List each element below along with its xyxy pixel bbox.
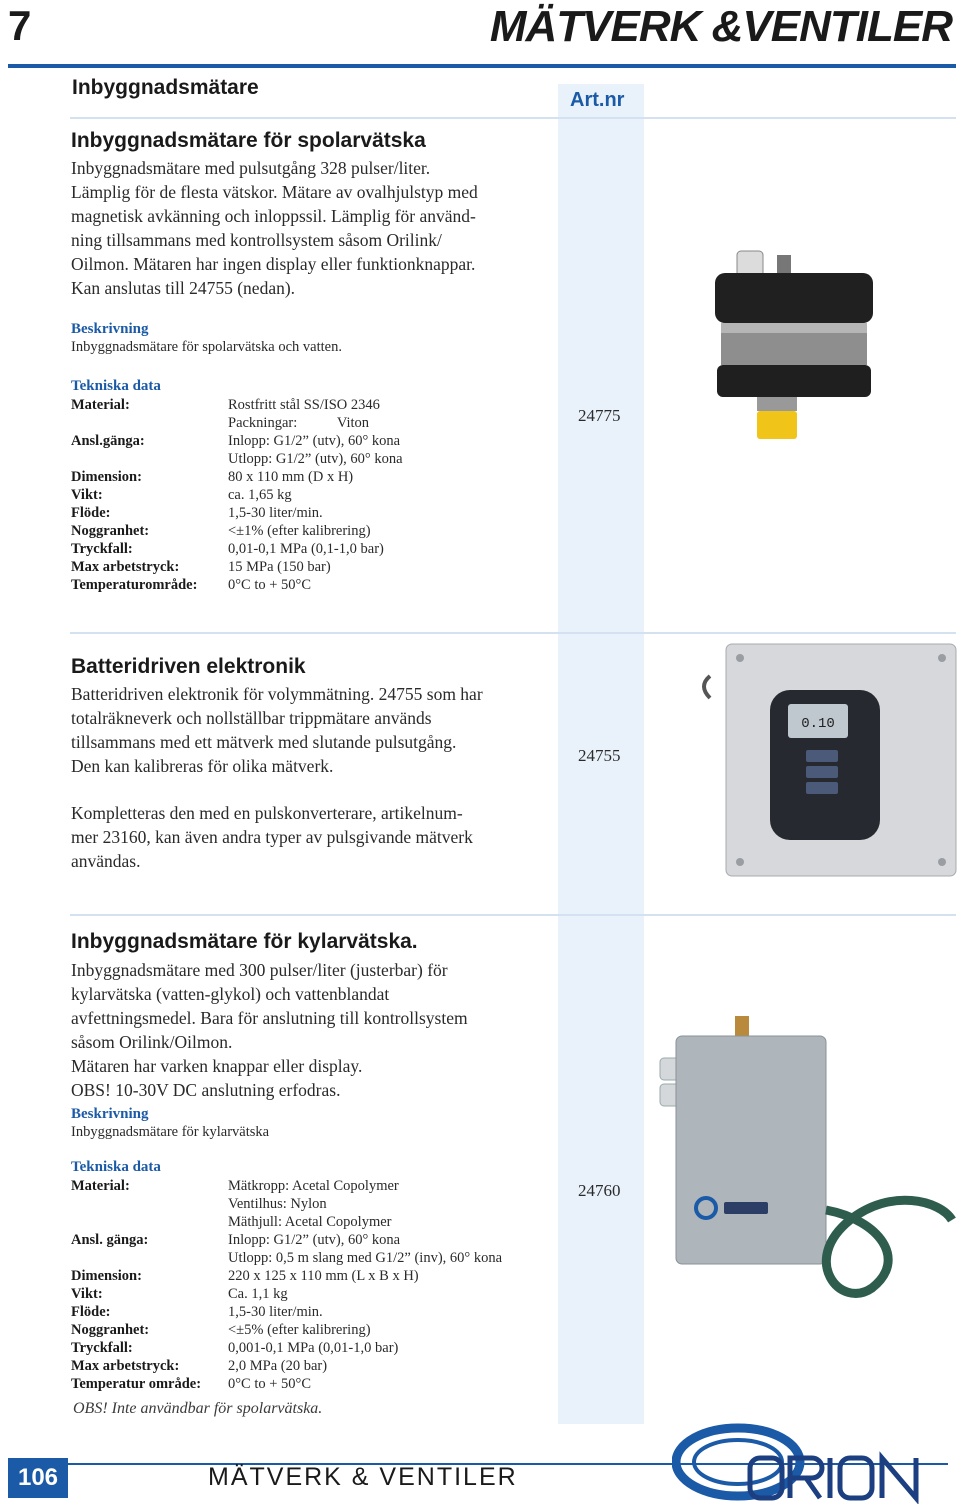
spec-key: Tryckfall: — [71, 1340, 133, 1356]
outlet-thread — [757, 397, 797, 411]
description-line: såsom Orilink/Oilmon. — [71, 1032, 233, 1052]
chapter-title: MÄTVERK &VENTILER — [489, 2, 952, 51]
chapter-number: 7 — [8, 2, 31, 49]
divider — [70, 914, 956, 916]
logo-swoosh-inner — [694, 1440, 782, 1484]
product-title-batteridriven: Batteridriven elektronik — [71, 655, 306, 678]
spec-value: 1,5-30 liter/min. — [228, 1304, 323, 1320]
label-plate — [724, 1202, 768, 1214]
inline-meter-image — [715, 243, 875, 448]
section-label: Inbyggnadsmätare — [72, 76, 259, 99]
counter-button — [806, 782, 838, 794]
product-description — [71, 682, 561, 778]
outlet-cap — [757, 411, 797, 439]
tech-data-label: Tekniska data — [71, 378, 161, 394]
description-line: totalräkneverk och nollställbar trippmätare används — [71, 708, 432, 728]
description-line: kylarvätska (vatten-glykol) och vattenblandat — [71, 984, 390, 1004]
spec-key: Noggranhet: — [71, 523, 150, 539]
extra-line: användas. — [71, 851, 141, 871]
description-line: Batteridriven elektronik för volymmätning. 24755 som har — [71, 684, 483, 704]
meter-enclosure — [676, 1036, 826, 1264]
spec-key: Material: — [71, 397, 130, 413]
spec-value: 0,001-0,1 MPa (0,01-1,0 bar) — [228, 1340, 399, 1356]
product-extra — [71, 801, 561, 873]
spec-key: Tryckfall: — [71, 541, 133, 557]
cable — [704, 676, 710, 698]
spec-value: Inlopp: G1/2” (utv), 60° kona — [228, 1232, 401, 1248]
footer-title: MÄTVERK & VENTILER — [208, 1463, 518, 1491]
product-title-spolarvatska: Inbyggnadsmätare för spolarvätska — [71, 129, 426, 152]
spec-value: <±1% (efter kalibrering) — [228, 523, 371, 539]
spec-value: Rostfritt stål SS/ISO 2346 — [228, 397, 380, 413]
spec-value: ca. 1,65 kg — [228, 487, 292, 503]
screw — [736, 654, 744, 662]
description-line: Inbyggnadsmätare med pulsutgång 328 pulser/liter. — [71, 158, 431, 178]
spec-value: Ca. 1,1 kg — [228, 1286, 288, 1302]
spec-value: Inlopp: G1/2” (utv), 60° kona — [228, 433, 401, 449]
art-number: 24775 — [578, 406, 621, 425]
product-description — [71, 156, 561, 300]
orion-logo — [672, 1420, 958, 1504]
divider — [70, 632, 956, 634]
beskrivning-label: Beskrivning — [71, 1106, 149, 1122]
spec-value: 220 x 125 x 110 mm (L x B x H) — [228, 1268, 419, 1284]
spec-value: 80 x 110 mm (D x H) — [228, 469, 354, 485]
description-line: ning tillsammans med kontrollsystem såsom Orilink/ — [71, 230, 442, 250]
spec-key: Material: — [71, 1178, 130, 1194]
meter-highlight — [721, 323, 867, 333]
spec-value: 1,5-30 liter/min. — [228, 505, 323, 521]
art-number: 24760 — [578, 1181, 621, 1200]
spec-key: Flöde: — [71, 1304, 111, 1320]
description-line: Oilmon. Mätaren har ingen display eller funktionknappar. — [71, 254, 476, 274]
description-line: Den kan kalibreras för olika mätverk. — [71, 756, 334, 776]
screw — [938, 858, 946, 866]
coolant-meter-image — [640, 1010, 958, 1300]
spec-key: Ansl.gänga: — [71, 433, 145, 449]
spec-key: Ansl. gänga: — [71, 1232, 149, 1248]
extra-line: Kompletteras den med en pulskonverterare, artikelnum- — [71, 803, 463, 823]
description-line: Inbyggnadsmätare med 300 pulser/liter (justerbar) för — [71, 960, 448, 980]
spec-key: Noggranhet: — [71, 1322, 150, 1338]
spec-key: Temperaturområde: — [71, 577, 198, 593]
product-description — [71, 958, 561, 1102]
divider — [70, 117, 956, 119]
usage-note: OBS! Inte användbar för spolarvätska. — [73, 1400, 323, 1417]
spec-key: Vikt: — [71, 1286, 103, 1302]
hose — [826, 1200, 952, 1293]
beskrivning-text: Inbyggnadsmätare för spolarvätska och vatten. — [71, 339, 342, 355]
spec-value: 2,0 MPa (20 bar) — [228, 1358, 328, 1374]
spec-key: Dimension: — [71, 469, 142, 485]
spec-key: Temperatur område: — [71, 1376, 202, 1392]
spec-value: <±5% (efter kalibrering) — [228, 1322, 371, 1338]
spec-key: Flöde: — [71, 505, 111, 521]
spec-value: Mätkropp: Acetal Copolymer — [228, 1178, 399, 1194]
extra-line: mer 23160, kan även andra typer av pulsgivande mätverk — [71, 827, 473, 847]
art-number: 24755 — [578, 746, 621, 765]
spec-key: Vikt: — [71, 487, 103, 503]
description-line: Lämplig för de flesta vätskor. Mätare av ovalhjulstyp med — [71, 182, 478, 202]
electronics-box-image — [700, 640, 960, 880]
meter-top — [715, 273, 873, 323]
description-line: OBS! 10-30V DC anslutning erfodras. — [71, 1080, 341, 1100]
spec-value: 0°C to + 50°C — [228, 577, 312, 593]
spec-value: Ventilhus: Nylon — [228, 1196, 327, 1212]
spec-value: 0°C to + 50°C — [228, 1376, 312, 1392]
beskrivning-text: Inbyggnadsmätare för kylarvätska — [71, 1124, 270, 1140]
spec-key: Max arbetstryck: — [71, 559, 180, 575]
spec-value: 15 MPa (150 bar) — [228, 559, 331, 575]
spec-value: Utlopp: G1/2” (utv), 60° kona — [228, 451, 403, 467]
header-rule — [8, 64, 956, 68]
screw — [938, 654, 946, 662]
page-number: 106 — [8, 1458, 68, 1498]
spec-value: 0,01-0,1 MPa (0,1-1,0 bar) — [228, 541, 384, 557]
description-line: Mätaren har varken knappar eller display. — [71, 1056, 363, 1076]
beskrivning-label: Beskrivning — [71, 321, 149, 337]
product-title-kylarvatska: Inbyggnadsmätare för kylarvätska. — [71, 930, 418, 953]
spec-value: Mäthjull: Acetal Copolymer — [228, 1214, 392, 1230]
description-line: tillsammans med ett mätverk med slutande pulsutgång. — [71, 732, 457, 752]
spec-key: Dimension: — [71, 1268, 142, 1284]
spec-value: Utlopp: 0,5 m slang med G1/2” (inv), 60° kona — [228, 1250, 503, 1266]
display-readout: 0.10 — [801, 716, 835, 732]
tech-data-label: Tekniska data — [71, 1159, 161, 1175]
art-nr-label: Art.nr — [570, 89, 625, 111]
counter-button — [806, 766, 838, 778]
counter-button — [806, 750, 838, 762]
description-line: avfettningsmedel. Bara för anslutning till kontrollsystem — [71, 1008, 468, 1028]
spec-key: Max arbetstryck: — [71, 1358, 180, 1374]
meter-base — [717, 365, 871, 397]
screw — [736, 858, 744, 866]
screw-post — [777, 255, 791, 275]
description-line: Kan anslutas till 24755 (nedan). — [71, 278, 296, 298]
description-line: magnetisk avkänning och inloppssil. Lämplig för använd- — [71, 206, 476, 226]
spec-value: Packningar: Viton — [228, 415, 370, 431]
